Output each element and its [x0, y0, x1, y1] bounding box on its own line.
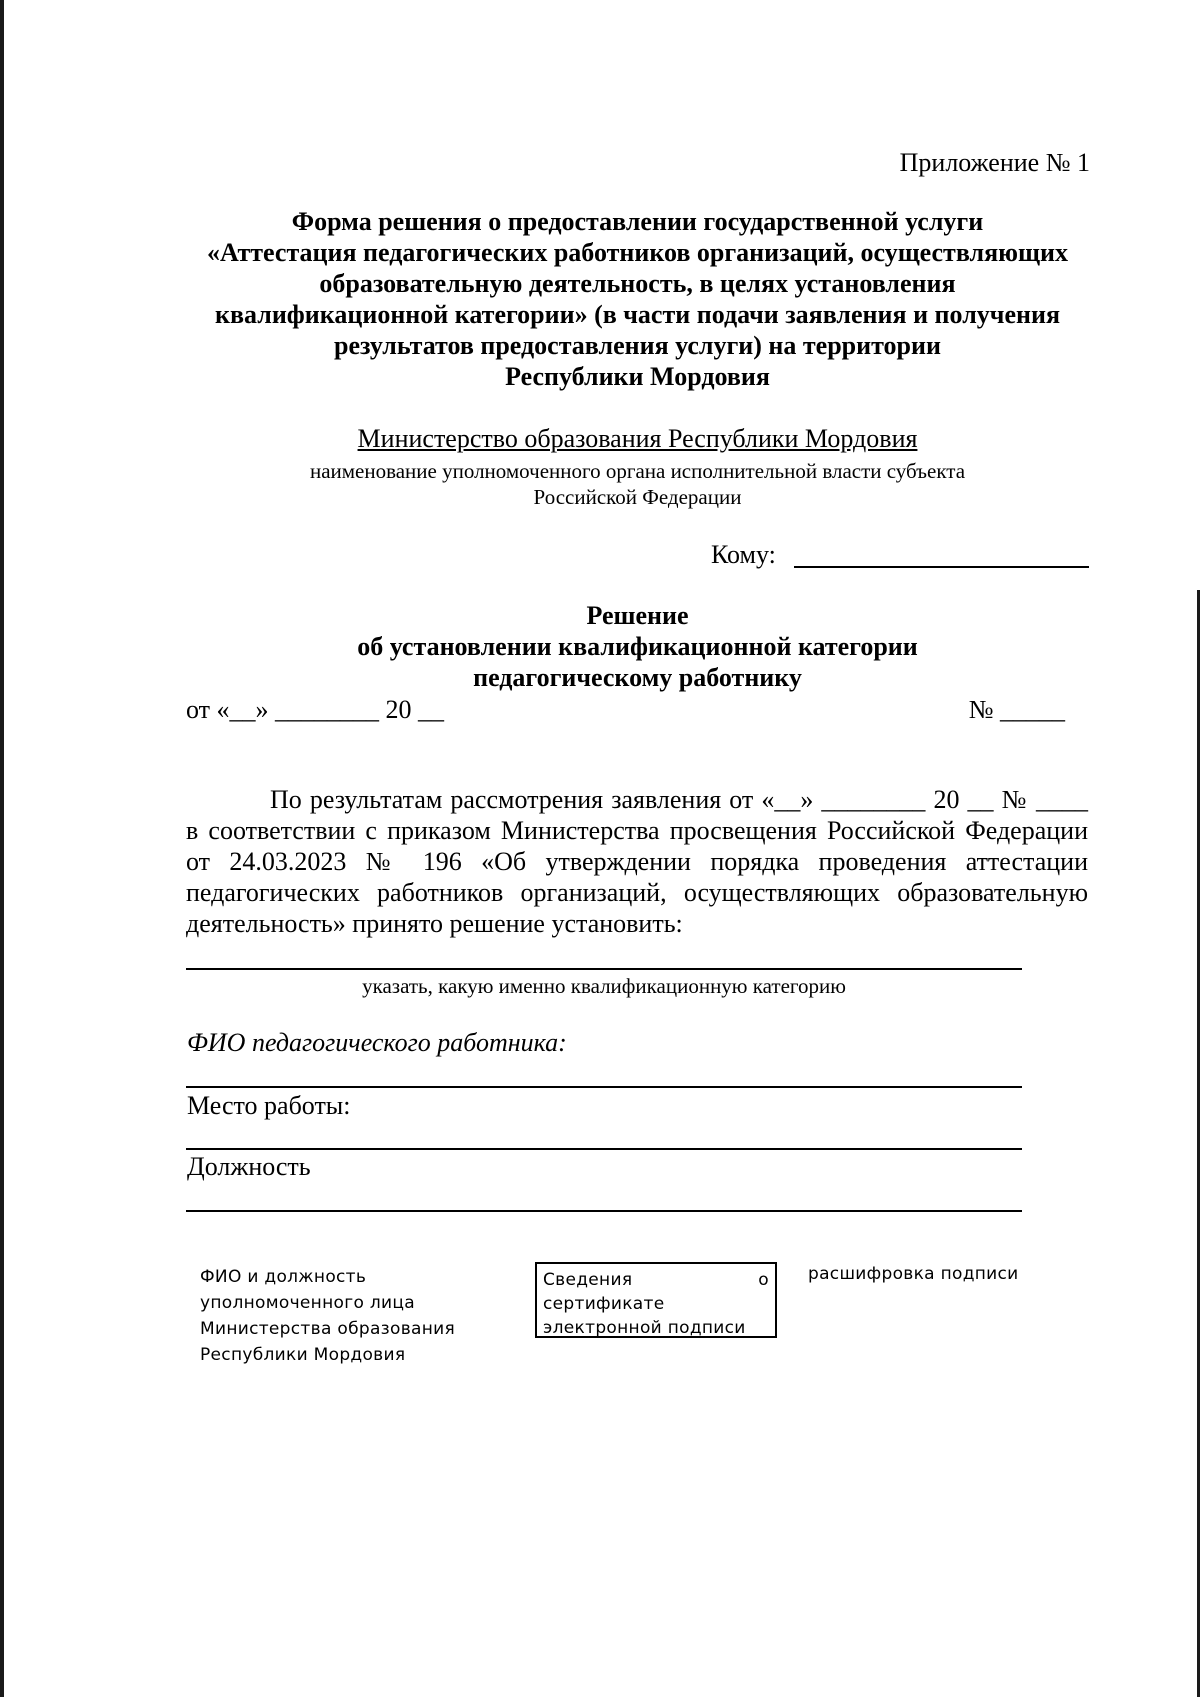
decision-date-field: от «__» ________ 20 __ [186, 695, 445, 724]
recipient-label: Кому: [711, 540, 776, 569]
title-line: Форма решения о предоставлении государственной услуги [291, 207, 984, 236]
e-signature-box [535, 1262, 777, 1338]
category-field[interactable] [186, 968, 1022, 970]
scan-edge-left [0, 0, 4, 1697]
category-hint: указать, какую именно квалификационную категорию [362, 974, 846, 998]
decision-line: об установлении квалификационной категории [357, 632, 918, 661]
form-title [185, 206, 1090, 392]
e-signature-line: Сведения о [543, 1270, 769, 1290]
signatory-block [200, 1264, 470, 1368]
title-line: результатов предоставления услуги) на территории [334, 331, 941, 360]
decision-line: педагогическому работнику [473, 663, 802, 692]
organ-hint-line: Российской Федерации [533, 485, 742, 509]
e-signature-line: электронной подписи [543, 1318, 746, 1338]
signatory-line: Республики Мордовия [200, 1345, 406, 1365]
signature-decode-label: расшифровка подписи [808, 1264, 1019, 1284]
teacher-name-field[interactable] [186, 1086, 1022, 1088]
ministry-name [185, 424, 1090, 454]
ministry-name-text: Министерство образования Республики Мордовия [357, 424, 918, 453]
title-line: «Аттестация педагогических работников организаций, осуществляющих [207, 238, 1068, 267]
teacher-name-label: ФИО педагогического работника: [187, 1028, 567, 1057]
title-line: Республики Мордовия [505, 362, 770, 391]
appendix-number: Приложение № 1 [899, 148, 1090, 177]
organ-hint-line: наименование уполномоченного органа исполнительной власти субъекта [309, 459, 966, 483]
decision-body-text: По результатам рассмотрения заявления от «__» ________ 20 __ № ____ в соответствии с приказом Министерства просвещения Российской Федерации от 24.03.2023 № 196 «Об утверждении порядка проведения аттестации педагогических работников организаций, осуществляющих образовательную деятельность» принято решение установить: [186, 785, 1088, 938]
e-signature-line: сертификате [543, 1294, 665, 1314]
position-label: Должность [187, 1152, 311, 1181]
decision-line: Решение [586, 601, 689, 630]
decision-number-field: № _____ [968, 695, 1065, 724]
position-field[interactable] [186, 1210, 1022, 1212]
organ-hint [185, 458, 1090, 510]
signatory-line: ФИО и должность [200, 1267, 367, 1287]
recipient-field[interactable] [794, 566, 1089, 568]
workplace-label: Место работы: [187, 1091, 351, 1120]
signatory-line: уполномоченного лица [200, 1293, 415, 1313]
title-line: квалификационной категории» (в части подачи заявления и получения [214, 300, 1061, 329]
signatory-line: Министерства образования [200, 1319, 456, 1339]
decision-heading [185, 600, 1090, 693]
title-line: образовательную деятельность, в целях установления [319, 269, 956, 298]
workplace-field[interactable] [186, 1148, 1022, 1150]
